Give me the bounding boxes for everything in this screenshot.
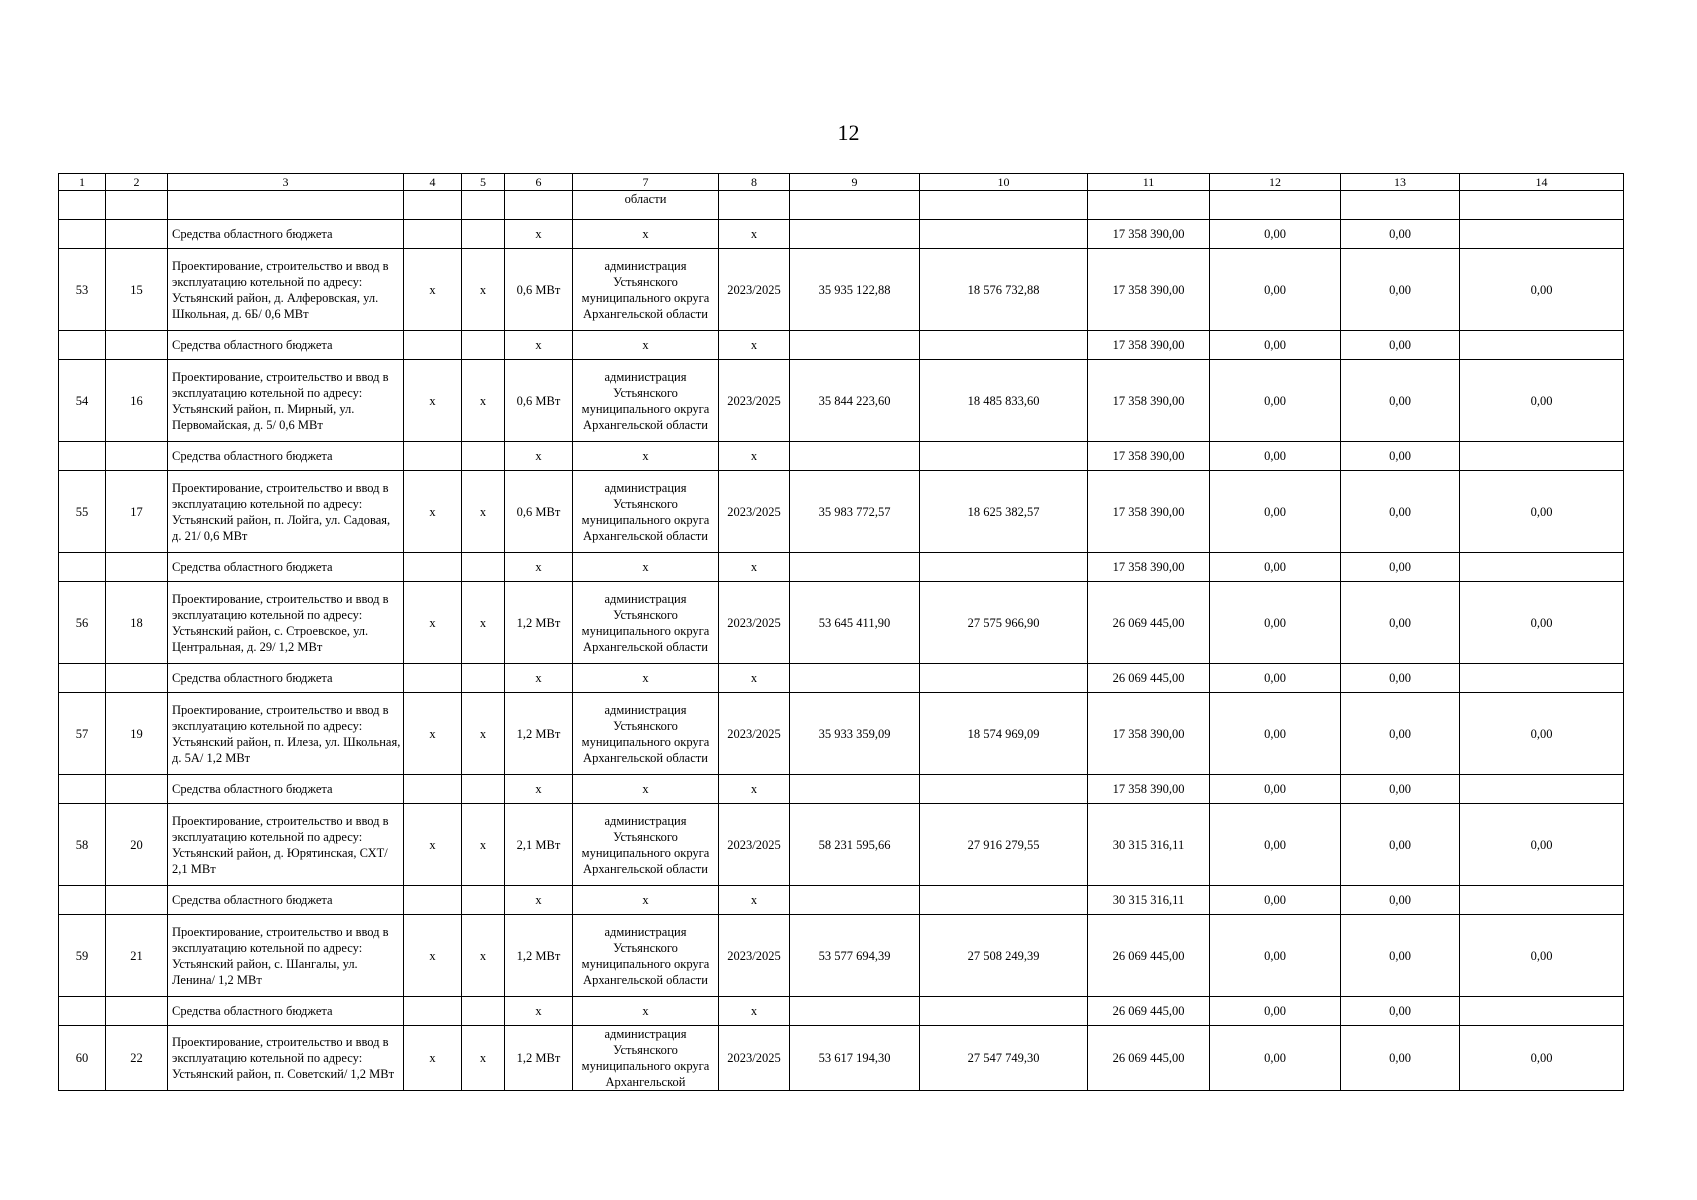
power-cell: 1,2 МВт <box>505 693 573 775</box>
column-7-cell: х <box>573 664 719 693</box>
column-number: 14 <box>1460 174 1624 191</box>
column-8-cell: х <box>719 664 790 693</box>
sub-number-cell: 15 <box>106 249 168 331</box>
period-cell: 2023/2025 <box>719 1026 790 1091</box>
cell-empty <box>462 553 505 582</box>
sub-number-cell: 16 <box>106 360 168 442</box>
cell-empty <box>106 886 168 915</box>
column-9-cell: 35 844 223,60 <box>790 360 920 442</box>
cell-empty <box>1341 191 1460 220</box>
column-12-cell: 0,00 <box>1210 997 1341 1026</box>
sub-number-cell: 22 <box>106 1026 168 1091</box>
column-4-cell: х <box>404 471 462 553</box>
column-12-cell: 0,00 <box>1210 553 1341 582</box>
column-11-cell: 17 358 390,00 <box>1088 471 1210 553</box>
column-12-cell: 0,00 <box>1210 804 1341 886</box>
cell-empty <box>719 191 790 220</box>
cell-empty <box>106 331 168 360</box>
column-6-cell: х <box>505 220 573 249</box>
power-cell: 2,1 МВт <box>505 804 573 886</box>
column-4-cell: х <box>404 693 462 775</box>
column-number: 9 <box>790 174 920 191</box>
organization-cell: администрация Устьянского муниципального округа Архангельской области <box>573 582 719 664</box>
column-8-cell: х <box>719 331 790 360</box>
column-10-cell: 27 547 749,30 <box>920 1026 1088 1091</box>
column-11-cell: 17 358 390,00 <box>1088 553 1210 582</box>
cell-empty <box>462 442 505 471</box>
cell-empty <box>59 886 106 915</box>
cell-empty <box>920 664 1088 693</box>
power-cell: 1,2 МВт <box>505 582 573 664</box>
column-13-cell: 0,00 <box>1341 360 1460 442</box>
column-number: 6 <box>505 174 573 191</box>
column-12-cell: 0,00 <box>1210 249 1341 331</box>
organization-cell: администрация Устьянского муниципального округа Архангельской области <box>573 249 719 331</box>
column-number: 11 <box>1088 174 1210 191</box>
funding-source-cell: Средства областного бюджета <box>168 997 404 1026</box>
cell-empty <box>920 220 1088 249</box>
column-11-cell: 26 069 445,00 <box>1088 915 1210 997</box>
column-11-cell: 17 358 390,00 <box>1088 220 1210 249</box>
funding-row <box>59 553 1624 582</box>
cell-empty <box>462 191 505 220</box>
column-13-cell: 0,00 <box>1341 664 1460 693</box>
table-row <box>59 249 1624 331</box>
column-11-cell: 30 315 316,11 <box>1088 886 1210 915</box>
funding-source-cell: Средства областного бюджета <box>168 331 404 360</box>
cell-empty <box>404 553 462 582</box>
funding-row <box>59 886 1624 915</box>
cell-empty <box>790 220 920 249</box>
column-number: 1 <box>59 174 106 191</box>
funding-row <box>59 997 1624 1026</box>
column-7-cell: х <box>573 331 719 360</box>
column-13-cell: 0,00 <box>1341 471 1460 553</box>
period-cell: 2023/2025 <box>719 693 790 775</box>
column-6-cell: х <box>505 664 573 693</box>
funding-row <box>59 775 1624 804</box>
power-cell: 0,6 МВт <box>505 471 573 553</box>
column-5-cell: х <box>462 360 505 442</box>
cell-empty <box>106 664 168 693</box>
column-8-cell: х <box>719 997 790 1026</box>
column-10-cell: 18 485 833,60 <box>920 360 1088 442</box>
cell-empty <box>1460 775 1624 804</box>
column-7-cell: х <box>573 553 719 582</box>
funding-source-cell: Средства областного бюджета <box>168 553 404 582</box>
cell-empty <box>790 997 920 1026</box>
table-row <box>59 471 1624 553</box>
cell-empty <box>1460 886 1624 915</box>
column-13-cell: 0,00 <box>1341 1026 1460 1091</box>
row-number-cell: 55 <box>59 471 106 553</box>
cell-empty <box>168 191 404 220</box>
column-11-cell: 26 069 445,00 <box>1088 582 1210 664</box>
cell-empty <box>920 997 1088 1026</box>
page-number: 12 <box>837 120 860 145</box>
cell-empty <box>404 220 462 249</box>
sub-number-cell: 19 <box>106 693 168 775</box>
column-number: 4 <box>404 174 462 191</box>
cell-empty <box>1460 220 1624 249</box>
row-number-cell: 54 <box>59 360 106 442</box>
column-number: 10 <box>920 174 1088 191</box>
cell-empty <box>404 775 462 804</box>
cell-empty <box>106 191 168 220</box>
column-12-cell: 0,00 <box>1210 582 1341 664</box>
column-12-cell: 0,00 <box>1210 915 1341 997</box>
column-7-cell: х <box>573 220 719 249</box>
column-7-cell: х <box>573 997 719 1026</box>
organization-cell: администрация Устьянского муниципального округа Архангельской области <box>573 804 719 886</box>
column-10-cell: 27 916 279,55 <box>920 804 1088 886</box>
cell-empty <box>404 331 462 360</box>
cell-empty <box>462 886 505 915</box>
column-13-cell: 0,00 <box>1341 331 1460 360</box>
column-11-cell: 26 069 445,00 <box>1088 997 1210 1026</box>
row-number-cell: 57 <box>59 693 106 775</box>
column-12-cell: 0,00 <box>1210 220 1341 249</box>
column-14-cell: 0,00 <box>1460 915 1624 997</box>
period-cell: 2023/2025 <box>719 915 790 997</box>
column-10-cell: 18 574 969,09 <box>920 693 1088 775</box>
cell-empty <box>920 191 1088 220</box>
row-number-cell: 60 <box>59 1026 106 1091</box>
funding-source-cell: Средства областного бюджета <box>168 775 404 804</box>
cell-empty <box>1460 331 1624 360</box>
cell-empty <box>59 220 106 249</box>
column-13-cell: 0,00 <box>1341 775 1460 804</box>
cell-empty <box>920 442 1088 471</box>
column-5-cell: х <box>462 582 505 664</box>
organization-cell: администрация Устьянского муниципального округа Архангельской области <box>573 915 719 997</box>
column-10-cell: 18 576 732,88 <box>920 249 1088 331</box>
cell-empty <box>462 775 505 804</box>
cell-empty <box>1460 442 1624 471</box>
funding-source-cell: Средства областного бюджета <box>168 664 404 693</box>
column-11-cell: 17 358 390,00 <box>1088 360 1210 442</box>
period-cell: 2023/2025 <box>719 360 790 442</box>
cell-empty <box>920 553 1088 582</box>
organization-cell: администрация Устьянского муниципального округа Архангельской области <box>573 471 719 553</box>
column-4-cell: х <box>404 804 462 886</box>
organization-cell: администрация Устьянского муниципального округа Архангельской области <box>573 693 719 775</box>
column-number: 3 <box>168 174 404 191</box>
project-name-cell: Проектирование, строительство и ввод в эксплуатацию котельной по адресу: Устьянский район, д. Алферовская, ул. Школьная, д. 6Б/ 0,6 МВт <box>168 249 404 331</box>
column-8-cell: х <box>719 442 790 471</box>
column-10-cell: 27 508 249,39 <box>920 915 1088 997</box>
column-12-cell: 0,00 <box>1210 1026 1341 1091</box>
column-number: 5 <box>462 174 505 191</box>
column-13-cell: 0,00 <box>1341 442 1460 471</box>
cell-empty <box>1460 553 1624 582</box>
column-12-cell: 0,00 <box>1210 331 1341 360</box>
cell-empty <box>920 331 1088 360</box>
funding-source-cell: Средства областного бюджета <box>168 442 404 471</box>
table-row <box>59 1026 1624 1091</box>
cell-empty <box>106 220 168 249</box>
column-4-cell: х <box>404 360 462 442</box>
column-4-cell: х <box>404 249 462 331</box>
column-13-cell: 0,00 <box>1341 249 1460 331</box>
funding-row <box>59 220 1624 249</box>
column-number: 13 <box>1341 174 1460 191</box>
power-cell: 1,2 МВт <box>505 1026 573 1091</box>
project-name-cell: Проектирование, строительство и ввод в эксплуатацию котельной по адресу: Устьянский район, п. Илеза, ул. Школьная, д. 5А/ 1,2 МВт <box>168 693 404 775</box>
column-6-cell: х <box>505 886 573 915</box>
cell-empty <box>790 886 920 915</box>
column-14-cell: 0,00 <box>1460 1026 1624 1091</box>
cell-empty <box>920 775 1088 804</box>
column-12-cell: 0,00 <box>1210 664 1341 693</box>
column-number: 7 <box>573 174 719 191</box>
column-14-cell: 0,00 <box>1460 249 1624 331</box>
column-11-cell: 17 358 390,00 <box>1088 331 1210 360</box>
column-5-cell: х <box>462 471 505 553</box>
column-9-cell: 53 617 194,30 <box>790 1026 920 1091</box>
cell-empty <box>790 553 920 582</box>
column-10-cell: 18 625 382,57 <box>920 471 1088 553</box>
column-9-cell: 35 933 359,09 <box>790 693 920 775</box>
column-13-cell: 0,00 <box>1341 693 1460 775</box>
project-name-cell: Проектирование, строительство и ввод в эксплуатацию котельной по адресу: Устьянский район, п. Лойга, ул. Садовая, д. 21/ 0,6 МВт <box>168 471 404 553</box>
cell-empty <box>106 775 168 804</box>
table-row <box>59 915 1624 997</box>
budget-table <box>58 173 1624 1091</box>
column-6-cell: х <box>505 553 573 582</box>
column-13-cell: 0,00 <box>1341 220 1460 249</box>
project-name-cell: Проектирование, строительство и ввод в эксплуатацию котельной по адресу: Устьянский район, п. Советский/ 1,2 МВт <box>168 1026 404 1091</box>
cell-empty <box>404 442 462 471</box>
cell-empty <box>59 191 106 220</box>
cell-empty <box>106 997 168 1026</box>
sub-number-cell: 21 <box>106 915 168 997</box>
column-8-cell: х <box>719 775 790 804</box>
column-12-cell: 0,00 <box>1210 693 1341 775</box>
column-number: 2 <box>106 174 168 191</box>
column-6-cell: х <box>505 775 573 804</box>
column-9-cell: 35 983 772,57 <box>790 471 920 553</box>
column-5-cell: х <box>462 249 505 331</box>
cell-empty <box>1460 997 1624 1026</box>
cell-empty <box>462 997 505 1026</box>
period-cell: 2023/2025 <box>719 471 790 553</box>
column-8-cell: х <box>719 886 790 915</box>
column-12-cell: 0,00 <box>1210 886 1341 915</box>
column-11-cell: 17 358 390,00 <box>1088 442 1210 471</box>
column-12-cell: 0,00 <box>1210 360 1341 442</box>
cell-empty <box>1088 191 1210 220</box>
project-name-cell: Проектирование, строительство и ввод в эксплуатацию котельной по адресу: Устьянский район, п. Мирный, ул. Первомайская, д. 5/ 0,6 МВт <box>168 360 404 442</box>
cell-empty <box>790 664 920 693</box>
cell-empty <box>404 664 462 693</box>
row-number-cell: 53 <box>59 249 106 331</box>
column-9-cell: 53 577 694,39 <box>790 915 920 997</box>
cell-empty <box>404 191 462 220</box>
power-cell: 0,6 МВт <box>505 249 573 331</box>
cell-empty <box>462 664 505 693</box>
column-5-cell: х <box>462 804 505 886</box>
column-number: 12 <box>1210 174 1341 191</box>
table-body <box>59 174 1624 1091</box>
row-number-cell: 56 <box>59 582 106 664</box>
cell-empty <box>59 997 106 1026</box>
sub-number-cell: 18 <box>106 582 168 664</box>
project-name-cell: Проектирование, строительство и ввод в эксплуатацию котельной по адресу: Устьянский район, с. Шангалы, ул. Ленина/ 1,2 МВт <box>168 915 404 997</box>
column-5-cell: х <box>462 915 505 997</box>
column-11-cell: 17 358 390,00 <box>1088 249 1210 331</box>
table-row <box>59 693 1624 775</box>
power-cell: 0,6 МВт <box>505 360 573 442</box>
column-14-cell: 0,00 <box>1460 693 1624 775</box>
column-11-cell: 17 358 390,00 <box>1088 693 1210 775</box>
column-13-cell: 0,00 <box>1341 582 1460 664</box>
organization-cell: области <box>573 191 719 220</box>
funding-source-cell: Средства областного бюджета <box>168 886 404 915</box>
cell-empty <box>505 191 573 220</box>
cell-empty <box>790 331 920 360</box>
column-14-cell: 0,00 <box>1460 582 1624 664</box>
project-name-cell: Проектирование, строительство и ввод в эксплуатацию котельной по адресу: Устьянский район, с. Строевское, ул. Центральная, д. 29/ 1,2 МВт <box>168 582 404 664</box>
row-number-cell: 59 <box>59 915 106 997</box>
column-8-cell: х <box>719 553 790 582</box>
column-number-row <box>59 174 1624 191</box>
column-14-cell: 0,00 <box>1460 360 1624 442</box>
row-number-cell: 58 <box>59 804 106 886</box>
column-7-cell: х <box>573 442 719 471</box>
column-4-cell: х <box>404 1026 462 1091</box>
column-12-cell: 0,00 <box>1210 775 1341 804</box>
cell-empty <box>790 775 920 804</box>
cell-empty <box>790 442 920 471</box>
cell-empty <box>59 553 106 582</box>
cell-empty <box>59 664 106 693</box>
column-9-cell: 58 231 595,66 <box>790 804 920 886</box>
cell-empty <box>59 442 106 471</box>
column-6-cell: х <box>505 331 573 360</box>
cell-empty <box>59 331 106 360</box>
column-number: 8 <box>719 174 790 191</box>
column-7-cell: х <box>573 775 719 804</box>
period-cell: 2023/2025 <box>719 804 790 886</box>
cell-empty <box>404 997 462 1026</box>
organization-cell: администрация Устьянского муниципального округа Архангельской <box>573 1026 719 1091</box>
column-12-cell: 0,00 <box>1210 442 1341 471</box>
continued-row-fragment <box>59 191 1624 220</box>
column-11-cell: 26 069 445,00 <box>1088 664 1210 693</box>
cell-empty <box>404 886 462 915</box>
column-11-cell: 26 069 445,00 <box>1088 1026 1210 1091</box>
funding-source-cell: Средства областного бюджета <box>168 220 404 249</box>
column-12-cell: 0,00 <box>1210 471 1341 553</box>
cell-empty <box>1460 664 1624 693</box>
cell-empty <box>1460 191 1624 220</box>
cell-empty <box>462 220 505 249</box>
column-5-cell: х <box>462 1026 505 1091</box>
funding-row <box>59 664 1624 693</box>
cell-empty <box>790 191 920 220</box>
power-cell: 1,2 МВт <box>505 915 573 997</box>
column-9-cell: 53 645 411,90 <box>790 582 920 664</box>
column-6-cell: х <box>505 442 573 471</box>
period-cell: 2023/2025 <box>719 582 790 664</box>
sub-number-cell: 17 <box>106 471 168 553</box>
table-row <box>59 804 1624 886</box>
organization-cell: администрация Устьянского муниципального округа Архангельской области <box>573 360 719 442</box>
column-9-cell: 35 935 122,88 <box>790 249 920 331</box>
cell-empty <box>106 442 168 471</box>
column-13-cell: 0,00 <box>1341 997 1460 1026</box>
cell-empty <box>1210 191 1341 220</box>
column-5-cell: х <box>462 693 505 775</box>
column-13-cell: 0,00 <box>1341 804 1460 886</box>
cell-empty <box>106 553 168 582</box>
table-row <box>59 582 1624 664</box>
cell-empty <box>59 775 106 804</box>
cell-empty <box>920 886 1088 915</box>
column-7-cell: х <box>573 886 719 915</box>
column-11-cell: 30 315 316,11 <box>1088 804 1210 886</box>
period-cell: 2023/2025 <box>719 249 790 331</box>
column-13-cell: 0,00 <box>1341 553 1460 582</box>
funding-row <box>59 331 1624 360</box>
column-10-cell: 27 575 966,90 <box>920 582 1088 664</box>
column-14-cell: 0,00 <box>1460 804 1624 886</box>
funding-row <box>59 442 1624 471</box>
sub-number-cell: 20 <box>106 804 168 886</box>
column-4-cell: х <box>404 582 462 664</box>
column-6-cell: х <box>505 997 573 1026</box>
column-13-cell: 0,00 <box>1341 886 1460 915</box>
table-row <box>59 360 1624 442</box>
column-13-cell: 0,00 <box>1341 915 1460 997</box>
column-11-cell: 17 358 390,00 <box>1088 775 1210 804</box>
project-name-cell: Проектирование, строительство и ввод в эксплуатацию котельной по адресу: Устьянский район, д. Юрятинская, СХТ/ 2,1 МВт <box>168 804 404 886</box>
column-8-cell: х <box>719 220 790 249</box>
cell-empty <box>462 331 505 360</box>
column-4-cell: х <box>404 915 462 997</box>
column-14-cell: 0,00 <box>1460 471 1624 553</box>
